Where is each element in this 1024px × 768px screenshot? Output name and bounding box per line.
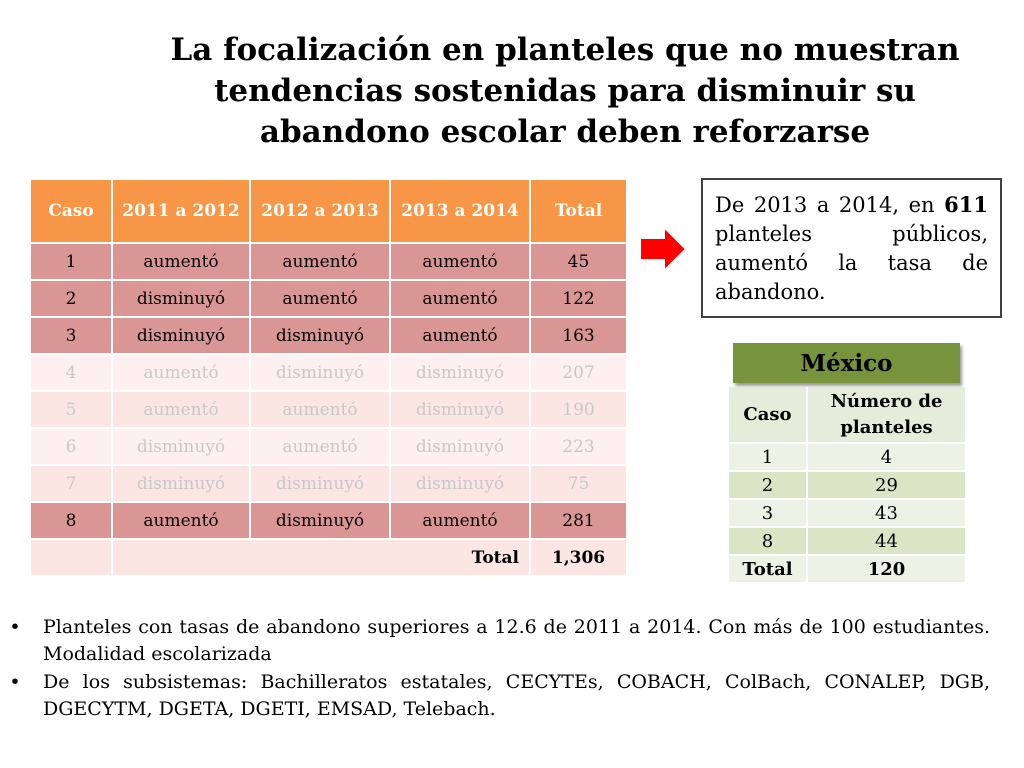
table-cell: 8 xyxy=(31,503,113,540)
table-cell: 75 xyxy=(531,466,628,503)
bullet-icon: • xyxy=(9,616,21,638)
table-row xyxy=(31,244,628,281)
table-cell: aumentó xyxy=(251,244,391,281)
table-cell: 4 xyxy=(31,355,113,392)
bullet-text: Planteles con tasas de abandono superiores a 12.6 de 2011 a 2014. Con más de 100 estudiantes. Modalidad escolarizada xyxy=(43,616,990,665)
table-row xyxy=(729,500,967,528)
table-cell: 44 xyxy=(808,528,967,556)
table-row xyxy=(31,281,628,318)
table-cell: 45 xyxy=(531,244,628,281)
table-cell: aumentó xyxy=(251,392,391,429)
table-row xyxy=(729,472,967,500)
table-cell: 43 xyxy=(808,500,967,528)
table-cell: disminuyó xyxy=(391,392,531,429)
table-row xyxy=(729,528,967,556)
table-row xyxy=(31,503,628,540)
mexico-table xyxy=(729,387,967,584)
table-cell: disminuyó xyxy=(113,429,251,466)
table-cell: aumentó xyxy=(391,503,531,540)
table-row xyxy=(31,355,628,392)
table-cell: 3 xyxy=(729,500,808,528)
table-cell: 5 xyxy=(31,392,113,429)
list-item xyxy=(0,669,990,723)
mexico-total-value: 120 xyxy=(808,556,967,584)
table-cell: disminuyó xyxy=(251,318,391,355)
mexico-header-planteles: Número de planteles xyxy=(808,387,967,444)
header-total: Total xyxy=(531,180,628,244)
mexico-table-header xyxy=(729,387,967,444)
table-cell: disminuyó xyxy=(113,466,251,503)
table-cell: aumentó xyxy=(391,244,531,281)
title-line-2: tendencias sostenidas para disminuir su xyxy=(214,73,916,109)
table-cell: disminuyó xyxy=(251,503,391,540)
right-arrow-icon xyxy=(638,225,688,273)
table-cell: 8 xyxy=(729,528,808,556)
table-cell: 1 xyxy=(729,444,808,472)
table-cell: 207 xyxy=(531,355,628,392)
total-label: Total xyxy=(113,540,531,577)
table-cell: 3 xyxy=(31,318,113,355)
table-row xyxy=(31,318,628,355)
table-cell: disminuyó xyxy=(251,466,391,503)
title-line-1: La focalización en planteles que no muestran xyxy=(170,32,960,68)
table-cell: 4 xyxy=(808,444,967,472)
table-row xyxy=(729,444,967,472)
table-cell: aumentó xyxy=(113,355,251,392)
table-cell: aumentó xyxy=(113,503,251,540)
mexico-total-label: Total xyxy=(729,556,808,584)
table-cell: aumentó xyxy=(251,281,391,318)
table-cell: aumentó xyxy=(113,392,251,429)
footnote-list xyxy=(0,614,990,724)
mexico-table-title: México xyxy=(733,343,960,383)
note-text-after: planteles públicos, aumentó la tasa de abandono. xyxy=(715,222,988,304)
table-cell-empty xyxy=(31,540,113,577)
list-item xyxy=(0,614,990,668)
table-cell: 190 xyxy=(531,392,628,429)
table-cell: 122 xyxy=(531,281,628,318)
table-cell: disminuyó xyxy=(113,318,251,355)
mexico-header-caso: Caso xyxy=(729,387,808,444)
table-cell: disminuyó xyxy=(391,355,531,392)
header-2012-2013: 2012 a 2013 xyxy=(251,180,391,244)
table-cell: aumentó xyxy=(113,244,251,281)
table-cell: aumentó xyxy=(391,318,531,355)
mexico-total-row xyxy=(729,556,967,584)
total-row xyxy=(31,540,628,577)
cases-table-header xyxy=(31,180,628,244)
table-row xyxy=(31,466,628,503)
table-cell: aumentó xyxy=(251,429,391,466)
cases-table xyxy=(31,180,628,577)
table-cell: 1 xyxy=(31,244,113,281)
bullet-icon: • xyxy=(9,671,21,693)
table-row xyxy=(31,392,628,429)
table-cell: disminuyó xyxy=(391,466,531,503)
table-cell: 2 xyxy=(729,472,808,500)
table-cell: 6 xyxy=(31,429,113,466)
table-cell: 223 xyxy=(531,429,628,466)
note-highlight: 611 xyxy=(944,192,988,217)
header-caso: Caso xyxy=(31,180,113,244)
bullet-text: De los subsistemas: Bachilleratos estatales, CECYTEs, COBACH, ColBach, CONALEP, DGB, DGECYTM, DGETA, DGETI, EMSAD, Telebach. xyxy=(43,671,990,720)
table-cell: disminuyó xyxy=(251,355,391,392)
table-row xyxy=(31,429,628,466)
table-cell: 163 xyxy=(531,318,628,355)
summary-note xyxy=(701,178,1002,318)
table-cell: 2 xyxy=(31,281,113,318)
header-2011-2012: 2011 a 2012 xyxy=(113,180,251,244)
total-value: 1,306 xyxy=(531,540,628,577)
table-cell: 29 xyxy=(808,472,967,500)
header-2013-2014: 2013 a 2014 xyxy=(391,180,531,244)
table-cell: disminuyó xyxy=(391,429,531,466)
slide-title xyxy=(150,30,980,153)
table-cell: 7 xyxy=(31,466,113,503)
table-cell: disminuyó xyxy=(113,281,251,318)
table-cell: 281 xyxy=(531,503,628,540)
note-text-before: De 2013 a 2014, en xyxy=(715,193,945,217)
title-line-3: abandono escolar deben reforzarse xyxy=(259,114,871,150)
table-cell: aumentó xyxy=(391,281,531,318)
